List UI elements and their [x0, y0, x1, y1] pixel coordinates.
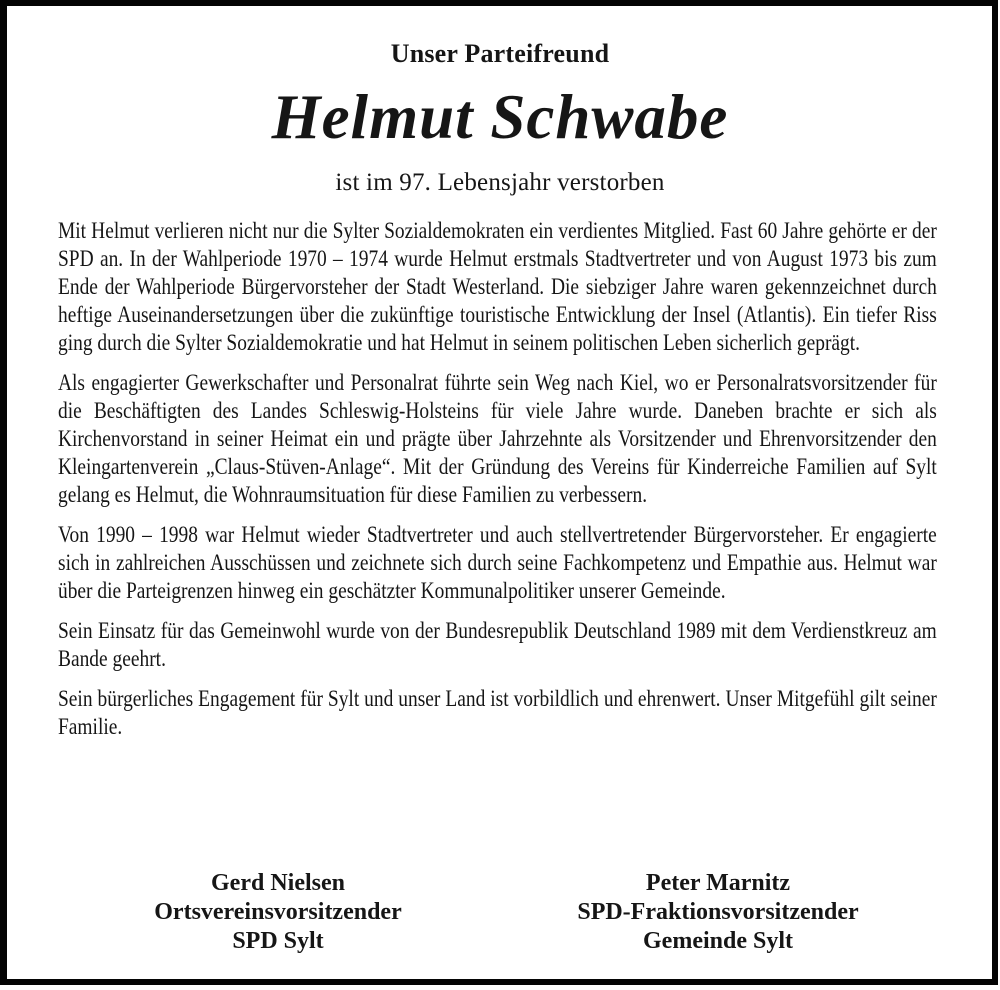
deceased-name: Helmut Schwabe — [271, 82, 729, 152]
signer-left-role: Ortsvereinsvorsitzender — [154, 899, 402, 925]
obituary-paragraph-5: Sein bürgerliches Engagement für Sylt und unser Land ist vorbildlich und ehrenwert. Unser Mitgefühl gilt seiner Familie. — [58, 686, 937, 739]
signer-right-role: SPD-Fraktionsvorsitzender — [577, 899, 859, 925]
obituary-paragraph-1: Mit Helmut verlieren nicht nur die Sylter Sozialdemokraten ein verdientes Mitglied. Fast 60 Jahre gehörte er der SPD an. In der Wahlperiode 1970 – 1974 wurde Helmut erstmals Stadtvertreter und von August 1973 bis zum Ende der Wahlperiode Bürgervorsteher der Stadt Westerland. Die siebziger Jahre waren gekennzeichnet durch heftige Auseinandersetzungen über die zukünftige touristische Entwicklung der Insel (Atlantis). Ein tiefer Riss ging durch die Sylter Sozialdemokratie und hat Helmut in seinem politischen Leben sicherlich geprägt. — [58, 218, 937, 355]
signature-right — [498, 869, 938, 956]
death-statement: ist im 97. Lebensjahr verstorben — [335, 169, 665, 196]
obituary-paragraph-4: Sein Einsatz für das Gemeinwohl wurde von der Bundesrepublik Deutschland 1989 mit dem Verdienstkreuz am Bande geehrt. — [58, 618, 937, 671]
signature-left — [58, 869, 498, 956]
kicker-text: Unser Parteifreund — [390, 39, 610, 68]
signer-right-org: Gemeinde Sylt — [643, 928, 793, 954]
obituary-body — [58, 217, 938, 753]
signature-block — [58, 869, 938, 956]
signer-left-name: Gerd Nielsen — [211, 870, 345, 896]
header — [0, 0, 1000, 198]
signer-right-name: Peter Marnitz — [645, 870, 791, 896]
signer-left-org: SPD Sylt — [232, 928, 324, 954]
obituary-paragraph-3: Von 1990 – 1998 war Helmut wieder Stadtvertreter und auch stellvertretender Bürgervorsteher. Er engagierte sich in zahlreichen Ausschüssen und zeichnete sich durch seine Fachkompetenz und Empathie aus. Helmut war über die Parteigrenzen hinweg ein geschätzter Kommunalpolitiker unserer Gemeinde. — [58, 522, 937, 603]
obituary-paragraph-2: Als engagierter Gewerkschafter und Personalrat führte sein Weg nach Kiel, wo er Personalratsvorsitzender für die Beschäftigten des Landes Schleswig-Holsteins für viele Jahre wurde. Daneben brachte er sich als Kirchenvorstand in seiner Heimat ein und prägte über Jahrzehnte als Vorsitzender und Ehrenvorsitzender den Kleingartenverein „Claus-Stüven-Anlage“. Mit der Gründung des Vereins für Kinderreiche Familien auf Sylt gelang es Helmut, die Wohnraumsituation für diese Familien zu verbessern. — [58, 370, 937, 507]
body-text-column — [58, 217, 937, 741]
